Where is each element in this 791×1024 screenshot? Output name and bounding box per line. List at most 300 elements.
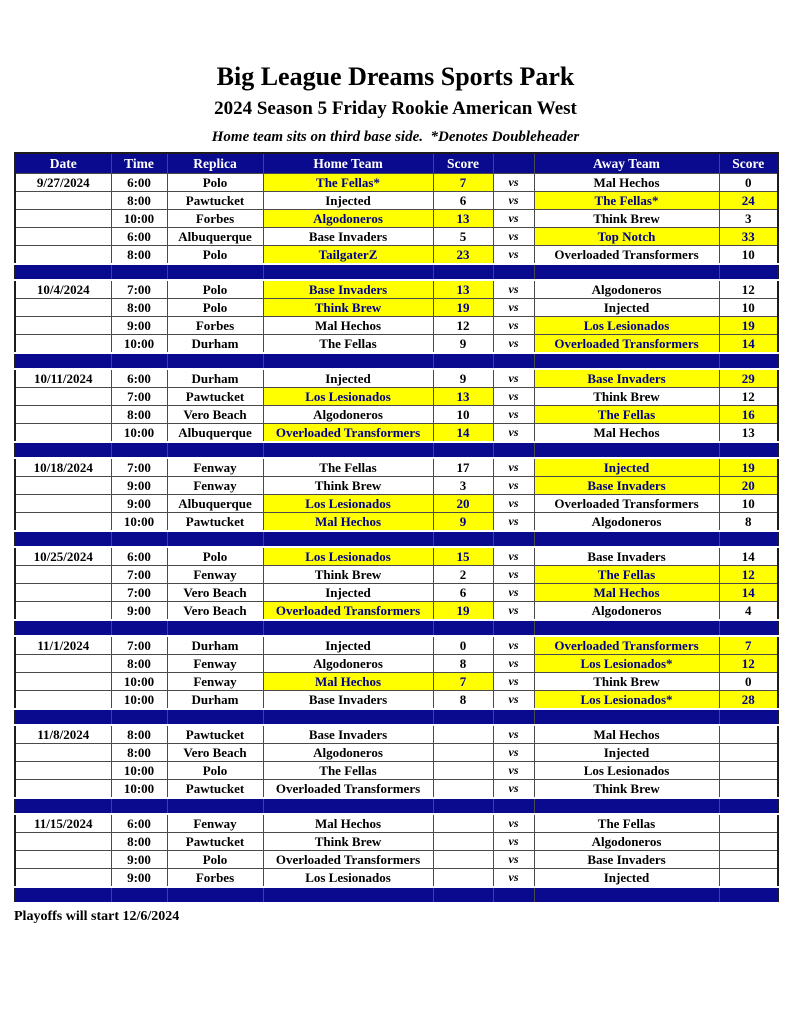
separator-row: [15, 798, 778, 814]
game-row: [15, 636, 778, 655]
date-cell: 10/18/2024: [15, 458, 111, 477]
game-row: [15, 566, 778, 584]
away-score-cell: 20: [719, 477, 778, 495]
home-team-cell: Base Invaders: [263, 691, 433, 710]
separator-cell: [15, 531, 111, 547]
separator-cell: [111, 264, 167, 280]
replica-cell: Polo: [167, 762, 263, 780]
away-score-cell: 0: [719, 174, 778, 192]
time-cell: 9:00: [111, 477, 167, 495]
separator-cell: [111, 531, 167, 547]
home-team-cell: Mal Hechos: [263, 673, 433, 691]
home-score-cell: 8: [433, 655, 493, 673]
home-team-cell: Los Lesionados: [263, 869, 433, 888]
vs-cell: vs: [493, 584, 534, 602]
date-cell: [15, 584, 111, 602]
separator-cell: [111, 798, 167, 814]
time-cell: 8:00: [111, 744, 167, 762]
game-row: [15, 424, 778, 443]
vs-cell: vs: [493, 495, 534, 513]
home-team-cell: The Fellas: [263, 335, 433, 354]
separator-cell: [263, 887, 433, 903]
date-cell: [15, 780, 111, 799]
separator-cell: [15, 887, 111, 903]
home-score-cell: 19: [433, 299, 493, 317]
away-team-cell: Base Invaders: [534, 369, 719, 388]
away-team-cell: Injected: [534, 869, 719, 888]
separator-cell: [534, 620, 719, 636]
date-cell: [15, 246, 111, 265]
header-home-team: Home Team: [263, 153, 433, 174]
home-score-cell: 12: [433, 317, 493, 335]
time-cell: 9:00: [111, 495, 167, 513]
date-cell: [15, 851, 111, 869]
separator-row: [15, 620, 778, 636]
separator-cell: [719, 620, 778, 636]
away-score-cell: [719, 762, 778, 780]
date-cell: [15, 691, 111, 710]
date-cell: [15, 192, 111, 210]
replica-cell: Pawtucket: [167, 388, 263, 406]
away-team-cell: Injected: [534, 744, 719, 762]
away-score-cell: 33: [719, 228, 778, 246]
away-team-cell: Overloaded Transformers: [534, 636, 719, 655]
away-team-cell: Algodoneros: [534, 513, 719, 532]
game-row: [15, 725, 778, 744]
separator-cell: [719, 353, 778, 369]
time-cell: 8:00: [111, 246, 167, 265]
header-time: Time: [111, 153, 167, 174]
home-team-note: Home team sits on third base side. *Denotes Doubleheader: [211, 129, 580, 145]
away-team-cell: Overloaded Transformers: [534, 246, 719, 265]
away-team-cell: Top Notch: [534, 228, 719, 246]
home-score-cell: 6: [433, 192, 493, 210]
separator-cell: [433, 531, 493, 547]
separator-cell: [433, 353, 493, 369]
home-score-cell: 15: [433, 547, 493, 566]
separator-cell: [493, 442, 534, 458]
home-team-cell: Base Invaders: [263, 280, 433, 299]
replica-cell: Fenway: [167, 814, 263, 833]
away-score-cell: 3: [719, 210, 778, 228]
home-team-cell: The Fellas*: [263, 174, 433, 192]
schedule-table-head: [15, 153, 778, 174]
away-score-cell: [719, 869, 778, 888]
separator-cell: [719, 442, 778, 458]
date-cell: [15, 673, 111, 691]
away-score-cell: [719, 833, 778, 851]
home-team-cell: Mal Hechos: [263, 513, 433, 532]
separator-cell: [263, 353, 433, 369]
away-team-cell: Think Brew: [534, 210, 719, 228]
game-row: [15, 513, 778, 532]
vs-cell: vs: [493, 477, 534, 495]
away-score-cell: [719, 725, 778, 744]
time-cell: 10:00: [111, 335, 167, 354]
time-cell: 10:00: [111, 424, 167, 443]
game-row: [15, 851, 778, 869]
away-score-cell: 12: [719, 280, 778, 299]
separator-cell: [111, 887, 167, 903]
away-score-cell: 12: [719, 566, 778, 584]
separator-cell: [15, 620, 111, 636]
away-score-cell: 24: [719, 192, 778, 210]
away-score-cell: 19: [719, 317, 778, 335]
separator-cell: [493, 264, 534, 280]
time-cell: 10:00: [111, 210, 167, 228]
date-cell: [15, 655, 111, 673]
separator-cell: [433, 798, 493, 814]
home-team-cell: TailgaterZ: [263, 246, 433, 265]
away-score-cell: 4: [719, 602, 778, 621]
separator-cell: [167, 620, 263, 636]
separator-cell: [719, 264, 778, 280]
separator-row: [15, 709, 778, 725]
replica-cell: Vero Beach: [167, 602, 263, 621]
game-row: [15, 833, 778, 851]
vs-cell: vs: [493, 280, 534, 299]
away-team-cell: Base Invaders: [534, 477, 719, 495]
away-score-cell: [719, 744, 778, 762]
time-cell: 8:00: [111, 655, 167, 673]
date-cell: [15, 495, 111, 513]
home-score-cell: 13: [433, 388, 493, 406]
home-team-cell: Think Brew: [263, 566, 433, 584]
separator-cell: [167, 798, 263, 814]
vs-cell: vs: [493, 762, 534, 780]
home-team-cell: Algodoneros: [263, 744, 433, 762]
separator-cell: [167, 442, 263, 458]
date-cell: [15, 477, 111, 495]
time-cell: 7:00: [111, 280, 167, 299]
vs-cell: vs: [493, 335, 534, 354]
separator-cell: [534, 709, 719, 725]
away-team-cell: Base Invaders: [534, 851, 719, 869]
home-team-cell: Think Brew: [263, 833, 433, 851]
replica-cell: Polo: [167, 299, 263, 317]
date-cell: [15, 869, 111, 888]
date-cell: [15, 513, 111, 532]
away-score-cell: 19: [719, 458, 778, 477]
vs-cell: vs: [493, 655, 534, 673]
home-team-cell: Mal Hechos: [263, 814, 433, 833]
separator-row: [15, 353, 778, 369]
vs-cell: vs: [493, 833, 534, 851]
vs-cell: vs: [493, 406, 534, 424]
away-team-cell: Injected: [534, 299, 719, 317]
vs-cell: vs: [493, 388, 534, 406]
replica-cell: Fenway: [167, 566, 263, 584]
home-score-cell: [433, 725, 493, 744]
date-cell: 10/4/2024: [15, 280, 111, 299]
vs-cell: vs: [493, 636, 534, 655]
away-score-cell: 16: [719, 406, 778, 424]
home-team-cell: Overloaded Transformers: [263, 780, 433, 799]
separator-row: [15, 887, 778, 903]
replica-cell: Pawtucket: [167, 513, 263, 532]
home-score-cell: 5: [433, 228, 493, 246]
replica-cell: Fenway: [167, 458, 263, 477]
time-cell: 9:00: [111, 869, 167, 888]
separator-cell: [263, 264, 433, 280]
header-replica: Replica: [167, 153, 263, 174]
game-row: [15, 299, 778, 317]
away-score-cell: 7: [719, 636, 778, 655]
replica-cell: Polo: [167, 174, 263, 192]
replica-cell: Albuquerque: [167, 424, 263, 443]
separator-cell: [111, 620, 167, 636]
vs-cell: vs: [493, 513, 534, 532]
vs-cell: vs: [493, 851, 534, 869]
time-cell: 8:00: [111, 406, 167, 424]
vs-cell: vs: [493, 814, 534, 833]
separator-cell: [719, 709, 778, 725]
replica-cell: Vero Beach: [167, 406, 263, 424]
home-score-cell: 13: [433, 210, 493, 228]
home-score-cell: 0: [433, 636, 493, 655]
vs-cell: vs: [493, 566, 534, 584]
date-cell: 10/25/2024: [15, 547, 111, 566]
away-score-cell: 29: [719, 369, 778, 388]
vs-cell: vs: [493, 174, 534, 192]
away-team-cell: Mal Hechos: [534, 424, 719, 443]
home-team-cell: Overloaded Transformers: [263, 851, 433, 869]
replica-cell: Fenway: [167, 673, 263, 691]
home-score-cell: [433, 833, 493, 851]
time-cell: 8:00: [111, 192, 167, 210]
separator-cell: [534, 264, 719, 280]
game-row: [15, 762, 778, 780]
away-score-cell: 10: [719, 299, 778, 317]
date-cell: 11/1/2024: [15, 636, 111, 655]
date-cell: [15, 744, 111, 762]
away-score-cell: 28: [719, 691, 778, 710]
time-cell: 8:00: [111, 725, 167, 744]
away-team-cell: Think Brew: [534, 780, 719, 799]
separator-cell: [263, 442, 433, 458]
away-team-cell: Los Lesionados: [534, 317, 719, 335]
away-team-cell: Los Lesionados*: [534, 691, 719, 710]
home-team-cell: The Fellas: [263, 458, 433, 477]
vs-cell: vs: [493, 780, 534, 799]
separator-cell: [433, 442, 493, 458]
replica-cell: Polo: [167, 246, 263, 265]
header-away-team: Away Team: [534, 153, 719, 174]
vs-cell: vs: [493, 725, 534, 744]
game-row: [15, 317, 778, 335]
separator-cell: [433, 709, 493, 725]
separator-cell: [493, 709, 534, 725]
game-row: [15, 192, 778, 210]
game-row: [15, 228, 778, 246]
home-team-cell: Mal Hechos: [263, 317, 433, 335]
game-row: [15, 406, 778, 424]
time-cell: 10:00: [111, 691, 167, 710]
home-team-cell: Injected: [263, 192, 433, 210]
home-score-cell: 2: [433, 566, 493, 584]
separator-cell: [534, 442, 719, 458]
game-row: [15, 335, 778, 354]
header-home-score: Score: [433, 153, 493, 174]
game-row: [15, 673, 778, 691]
home-team-cell: Los Lesionados: [263, 388, 433, 406]
away-score-cell: 12: [719, 655, 778, 673]
replica-cell: Durham: [167, 691, 263, 710]
vs-cell: vs: [493, 317, 534, 335]
replica-cell: Pawtucket: [167, 780, 263, 799]
home-score-cell: [433, 762, 493, 780]
game-row: [15, 547, 778, 566]
time-cell: 8:00: [111, 299, 167, 317]
time-cell: 7:00: [111, 584, 167, 602]
home-team-cell: Overloaded Transformers: [263, 424, 433, 443]
vs-cell: vs: [493, 210, 534, 228]
replica-cell: Durham: [167, 335, 263, 354]
away-team-cell: Los Lesionados: [534, 762, 719, 780]
away-score-cell: 10: [719, 495, 778, 513]
game-row: [15, 869, 778, 888]
game-row: [15, 174, 778, 192]
away-team-cell: Overloaded Transformers: [534, 495, 719, 513]
game-row: [15, 210, 778, 228]
home-score-cell: [433, 744, 493, 762]
time-cell: 6:00: [111, 814, 167, 833]
separator-cell: [433, 887, 493, 903]
date-cell: [15, 833, 111, 851]
home-score-cell: 9: [433, 369, 493, 388]
away-score-cell: [719, 851, 778, 869]
playoffs-note: Playoffs will start 12/6/2024: [14, 909, 180, 924]
vs-cell: vs: [493, 458, 534, 477]
replica-cell: Durham: [167, 369, 263, 388]
header-date: Date: [15, 153, 111, 174]
replica-cell: Forbes: [167, 210, 263, 228]
schedule-table-body: [15, 174, 778, 904]
vs-cell: vs: [493, 869, 534, 888]
separator-cell: [534, 531, 719, 547]
game-row: [15, 814, 778, 833]
date-cell: [15, 335, 111, 354]
away-score-cell: 0: [719, 673, 778, 691]
away-score-cell: 10: [719, 246, 778, 265]
date-cell: [15, 566, 111, 584]
vs-cell: vs: [493, 228, 534, 246]
separator-cell: [534, 798, 719, 814]
separator-cell: [493, 798, 534, 814]
time-cell: 7:00: [111, 458, 167, 477]
home-score-cell: 9: [433, 513, 493, 532]
away-team-cell: Base Invaders: [534, 547, 719, 566]
replica-cell: Polo: [167, 547, 263, 566]
vs-cell: vs: [493, 192, 534, 210]
date-cell: 10/11/2024: [15, 369, 111, 388]
separator-cell: [15, 353, 111, 369]
date-cell: 11/15/2024: [15, 814, 111, 833]
away-score-cell: 14: [719, 547, 778, 566]
away-team-cell: The Fellas: [534, 406, 719, 424]
home-team-cell: Base Invaders: [263, 228, 433, 246]
date-cell: [15, 317, 111, 335]
time-cell: 6:00: [111, 369, 167, 388]
replica-cell: Pawtucket: [167, 725, 263, 744]
away-score-cell: 14: [719, 584, 778, 602]
date-cell: 9/27/2024: [15, 174, 111, 192]
date-cell: [15, 210, 111, 228]
separator-cell: [534, 887, 719, 903]
home-team-cell: Algodoneros: [263, 210, 433, 228]
home-team-cell: Overloaded Transformers: [263, 602, 433, 621]
time-cell: 6:00: [111, 547, 167, 566]
replica-cell: Vero Beach: [167, 744, 263, 762]
separator-cell: [111, 709, 167, 725]
separator-row: [15, 442, 778, 458]
away-team-cell: Mal Hechos: [534, 584, 719, 602]
game-row: [15, 780, 778, 799]
time-cell: 7:00: [111, 566, 167, 584]
replica-cell: Pawtucket: [167, 833, 263, 851]
separator-cell: [167, 887, 263, 903]
game-row: [15, 280, 778, 299]
time-cell: 10:00: [111, 673, 167, 691]
away-team-cell: Algodoneros: [534, 833, 719, 851]
game-row: [15, 246, 778, 265]
header-away-score: Score: [719, 153, 778, 174]
separator-cell: [433, 620, 493, 636]
season-subtitle: 2024 Season 5 Friday Rookie American West: [214, 98, 577, 119]
time-cell: 9:00: [111, 851, 167, 869]
separator-cell: [263, 798, 433, 814]
time-cell: 10:00: [111, 762, 167, 780]
away-team-cell: Mal Hechos: [534, 174, 719, 192]
separator-cell: [111, 353, 167, 369]
home-score-cell: 7: [433, 174, 493, 192]
game-row: [15, 744, 778, 762]
away-team-cell: The Fellas*: [534, 192, 719, 210]
home-team-cell: Think Brew: [263, 477, 433, 495]
date-cell: 11/8/2024: [15, 725, 111, 744]
date-cell: [15, 299, 111, 317]
home-score-cell: 10: [433, 406, 493, 424]
separator-row: [15, 531, 778, 547]
replica-cell: Vero Beach: [167, 584, 263, 602]
game-row: [15, 584, 778, 602]
away-score-cell: 8: [719, 513, 778, 532]
time-cell: 6:00: [111, 228, 167, 246]
time-cell: 10:00: [111, 513, 167, 532]
replica-cell: Fenway: [167, 477, 263, 495]
home-score-cell: 9: [433, 335, 493, 354]
vs-cell: vs: [493, 424, 534, 443]
date-cell: [15, 424, 111, 443]
home-team-cell: Injected: [263, 636, 433, 655]
away-team-cell: Mal Hechos: [534, 725, 719, 744]
game-row: [15, 655, 778, 673]
separator-cell: [167, 353, 263, 369]
game-row: [15, 495, 778, 513]
vs-cell: vs: [493, 547, 534, 566]
replica-cell: Fenway: [167, 655, 263, 673]
separator-cell: [111, 442, 167, 458]
home-score-cell: 13: [433, 280, 493, 299]
separator-cell: [433, 264, 493, 280]
home-team-cell: The Fellas: [263, 762, 433, 780]
separator-cell: [493, 620, 534, 636]
game-row: [15, 691, 778, 710]
separator-cell: [493, 353, 534, 369]
vs-cell: vs: [493, 744, 534, 762]
home-team-cell: Think Brew: [263, 299, 433, 317]
away-score-cell: 13: [719, 424, 778, 443]
